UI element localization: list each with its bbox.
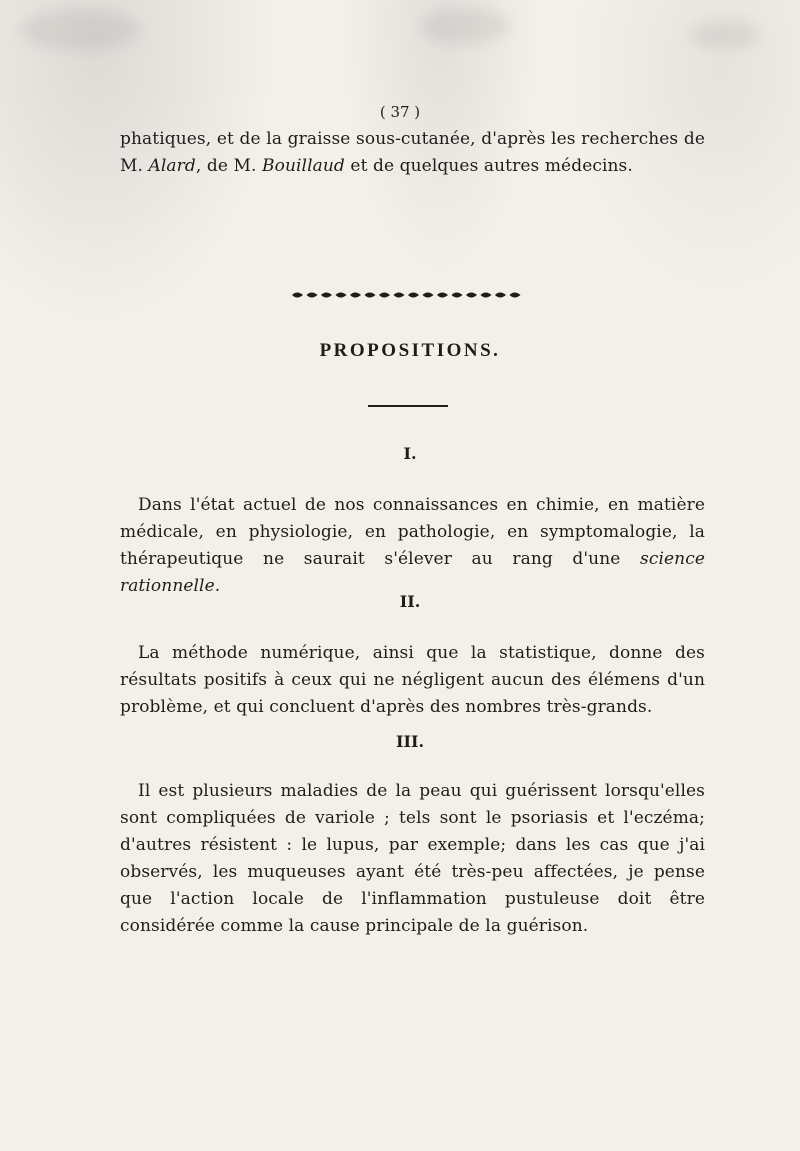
ornament-leaf bbox=[307, 293, 318, 298]
ornament-leaf bbox=[321, 293, 332, 298]
ornament-leaf bbox=[437, 293, 448, 298]
section-heading: PROPOSITIONS. bbox=[319, 340, 501, 361]
ornament-leaf bbox=[452, 293, 463, 298]
proposition-1-text: Dans l'état actuel de nos connaissances en chimie, en matière médicale, en physiologie, en pathologie, en symptomalogie, la thérapeutique ne saurait s'élever au rang d'une bbox=[120, 495, 705, 569]
ornament-leaf bbox=[481, 293, 492, 298]
ornament-leaf bbox=[408, 293, 419, 298]
paper-stain bbox=[20, 10, 140, 50]
intro-text-after: et de quelques autres médecins. bbox=[344, 156, 633, 176]
ornament-divider bbox=[288, 290, 528, 300]
paper-stain bbox=[420, 8, 510, 44]
ornament-leaf bbox=[423, 293, 434, 298]
author-name-alard: Alard bbox=[148, 156, 196, 176]
proposition-numeral-3: III. bbox=[395, 732, 425, 751]
proposition-numeral-1: I. bbox=[403, 444, 417, 463]
author-name-bouillaud: Bouillaud bbox=[262, 156, 345, 176]
ornament-leaf bbox=[379, 293, 390, 298]
ornament-leaf bbox=[466, 293, 477, 298]
ornament-leaf bbox=[336, 293, 347, 298]
paper-stain bbox=[690, 20, 760, 50]
ornament-leaf bbox=[510, 293, 521, 298]
proposition-text-3: Il est plusieurs maladies de la peau qui guérissent lorsqu'elles sont compliquées de variole ; tels sont le psoriasis et l'eczéma; d'autres résistent : le lupus, par exemple; dans les cas que j'ai observés, les muqueuses ayant été très-peu affectées, je pense que l'action locale de l'inflammation pustuleuse doit être considérée comme la cause principale de la guérison. bbox=[120, 781, 705, 936]
ornament-leaf bbox=[495, 293, 506, 298]
ornament-leaf bbox=[365, 293, 376, 298]
proposition-text-1 bbox=[120, 492, 705, 600]
intro-text-before: phatiques, et de la graisse sous-cutanée, d'après les recherches de M. bbox=[120, 129, 705, 176]
ornament-leaf bbox=[292, 293, 303, 298]
ornament-leaf bbox=[394, 293, 405, 298]
proposition-text-2: La méthode numérique, ainsi que la statistique, donne des résultats positifs à ceux qui ne négligent aucun des élémens d'un problème, et qui concluent d'après des nombres très-grands. bbox=[120, 643, 705, 717]
proposition-1-emphasis: science rationnelle. bbox=[120, 549, 705, 596]
proposition-numeral-2: II. bbox=[399, 592, 421, 611]
intro-paragraph bbox=[120, 126, 705, 180]
heading-rule bbox=[368, 405, 448, 407]
intro-text-mid: , de M. bbox=[195, 156, 263, 176]
page-number: ( 37 ) bbox=[379, 103, 421, 121]
ornament-leaf bbox=[350, 293, 361, 298]
